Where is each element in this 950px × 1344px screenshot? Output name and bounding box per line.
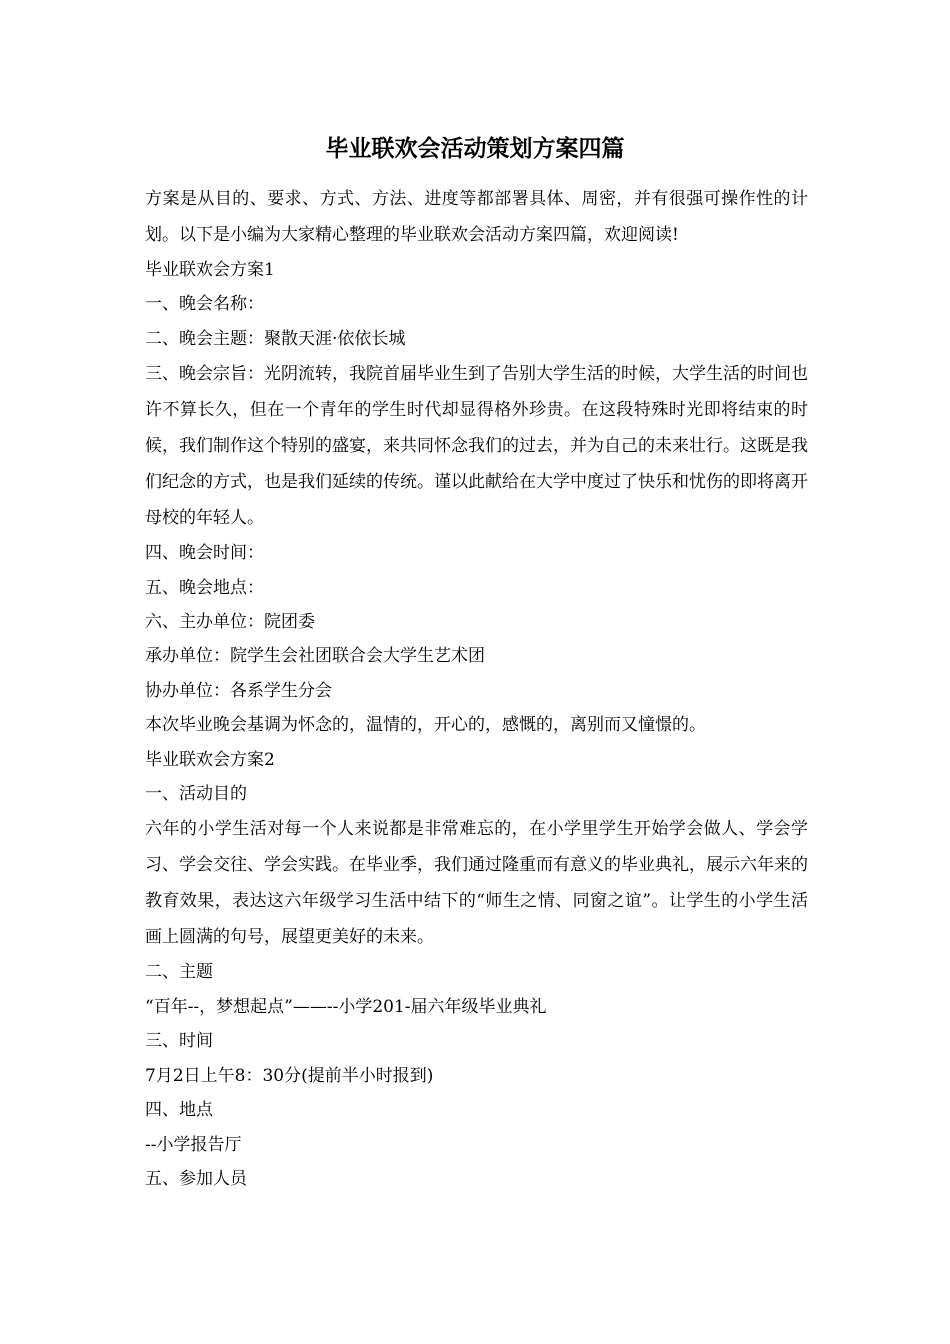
plan2-place-heading: 四、地点 <box>145 1100 213 1121</box>
plan2-goal-heading: 一、活动目的 <box>145 784 247 805</box>
document-body <box>145 181 808 1196</box>
intro-paragraph: 方案是从目的、要求、方式、方法、进度等都部署具体、周密，并有很强可操作性的计划。以下是小编为大家精心整理的毕业联欢会活动方案四篇，欢迎阅读! <box>145 189 808 245</box>
plan2-place-text: --小学报告厅 <box>145 1134 242 1155</box>
plan1-tone: 本次毕业晚会基调为怀念的，温情的，开心的，感慨的，离别而又憧憬的。 <box>145 715 706 736</box>
plan2-goal-text: 六年的小学生活对每一个人来说都是非常难忘的，在小学里学生开始学会做人、学会学习、学会交往、学会实践。在毕业季，我们通过隆重而有意义的毕业典礼，展示六年来的教育效果，表达这六年级学习生活中结下的“师生之情、同窗之谊”。让学生的小学生活画上圆满的句号，展望更美好的未来。 <box>145 819 808 948</box>
plan2-theme-heading: 二、主题 <box>145 962 213 983</box>
plan1-party-theme: 二、晚会主题：聚散天涯·依依长城 <box>145 328 406 349</box>
plan1-party-place: 五、晚会地点： <box>145 577 264 598</box>
plan1-host: 六、主办单位：院团委 <box>145 612 315 633</box>
plan2-time-heading: 三、时间 <box>145 1031 213 1052</box>
plan1-party-name: 一、晚会名称： <box>145 294 264 315</box>
plan1-organizer: 承办单位：院学生会社团联合会大学生艺术团 <box>145 646 485 667</box>
plan2-participants-heading: 五、参加人员 <box>145 1168 247 1189</box>
plan1-party-time: 四、晚会时间： <box>145 543 264 564</box>
plan2-heading: 毕业联欢会方案2 <box>145 749 275 770</box>
plan2-theme-text: “百年--，梦想起点”——--小学201-届六年级毕业典礼 <box>145 996 547 1017</box>
plan1-co-organizer: 协办单位：各系学生分会 <box>145 680 332 701</box>
document-title: 毕业联欢会活动策划方案四篇 <box>325 135 625 162</box>
plan1-heading: 毕业联欢会方案1 <box>145 260 275 280</box>
plan2-time-text: 7月2日上午8：30分(提前半小时报到) <box>145 1065 434 1086</box>
plan1-party-purpose: 三、晚会宗旨：光阴流转，我院首届毕业生到了告别大学生活的时候，大学生活的时间也许不算长久，但在一个青年的学生时代却显得格外珍贵。在这段特殊时光即将结束的时候，我们制作这个特别的盛宴，来共同怀念我们的过去，并为自己的未来壮行。这既是我们纪念的方式，也是我们延续的传统。谨以此献给在大学中度过了快乐和忧伤的即将离开母校的年轻人。 <box>145 364 808 529</box>
